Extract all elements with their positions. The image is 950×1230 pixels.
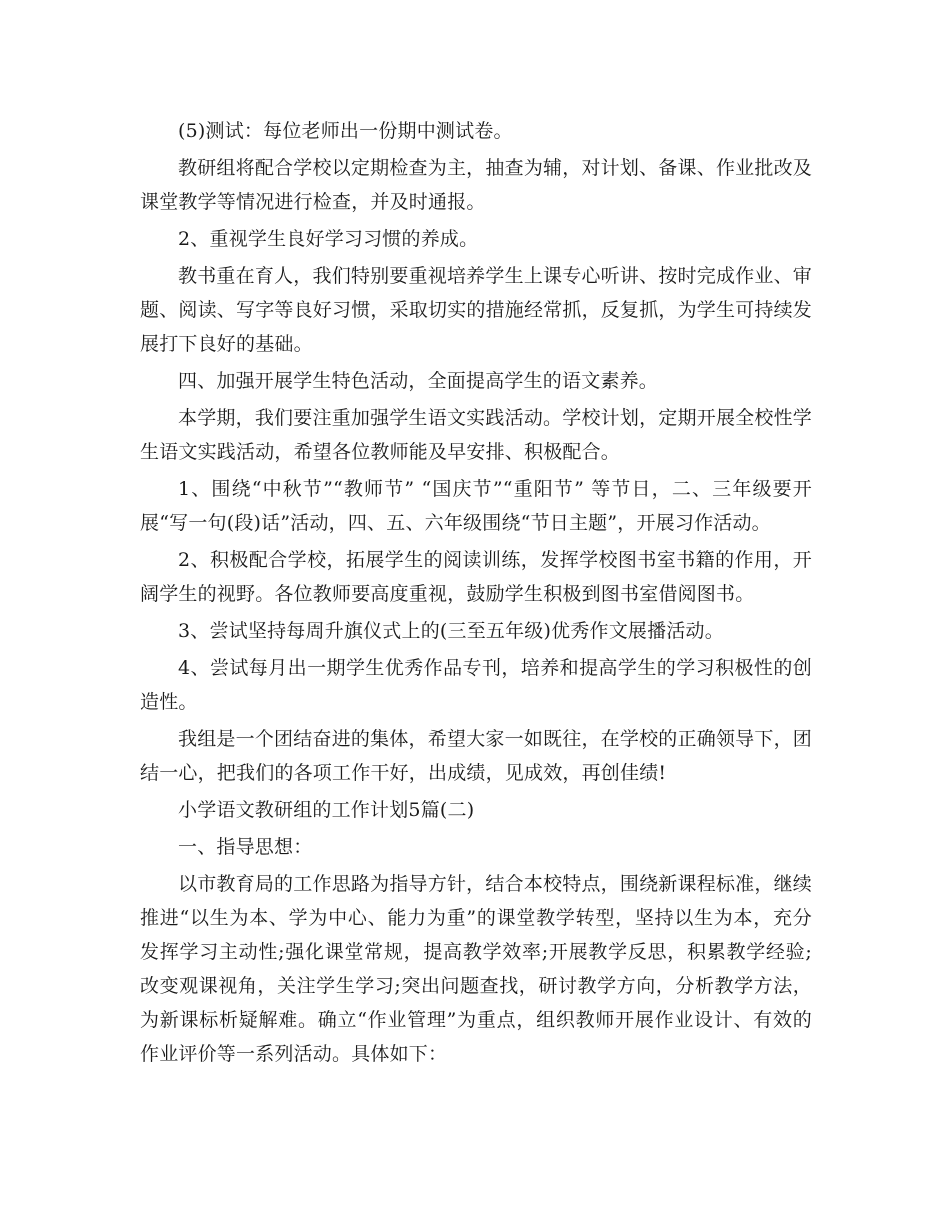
document-subtitle: 小学语文教研组的工作计划5篇(二) <box>178 799 475 821</box>
list-item-festivals: 1、围绕“中秋节”“教师节” “国庆节”“重阳节” 等节日，二、三年级要开展“写一句(段)话”活动，四、五、六年级围绕“节日主题”，开展习作活动。 <box>140 478 812 534</box>
paragraph-guidance-body: 以市教育局的工作思路为指导方针，结合本校特点，围绕新课程标准，继续推进“以生为本、学为中心、能力为重”的课堂教学转型，坚持以生为本，充分发挥学习主动性;强化课堂常规，提高教学效率;开展教学反思，积累教学经验;改变观课视角，关注学生学习;突出问题查找，研讨教学方向，分析教学方法，为新课标析疑解难。确立“作业管理”为重点，组织教师开展作业设计、有效的作业评价等一系列活动。具体如下： <box>140 873 812 1065</box>
paragraph-test: (5)测试：每位老师出一份期中测试卷。 <box>178 120 513 142</box>
list-item-monthly-issue: 4、尝试每月出一期学生优秀作品专刊，培养和提高学生的学习积极性的创造性。 <box>140 657 812 713</box>
list-item-reading: 2、积极配合学校，拓展学生的阅读训练，发挥学校图书室书籍的作用，开阔学生的视野。各位教师要高度重视，鼓励学生积极到图书室借阅图书。 <box>140 549 812 605</box>
paragraph-habits-body: 教书重在育人，我们特别要重视培养学生上课专心听讲、按时完成作业、审题、阅读、写字等良好习惯，采取切实的措施经常抓，反复抓，为学生可持续发展打下良好的基础。 <box>140 265 813 355</box>
list-item-flag-ceremony: 3、尝试坚持每周升旗仪式上的(三至五年级)优秀作文展播活动。 <box>178 620 724 642</box>
paragraph-activities-intro: 本学期，我们要注重加强学生语文实践活动。学校计划，定期开展全校性学生语文实践活动，希望各位教师能及早安排、积极配合。 <box>140 407 812 463</box>
paragraph-habits-heading: 2、重视学生良好学习习惯的养成。 <box>178 228 479 250</box>
document-body <box>140 114 812 1074</box>
section-heading-activities: 四、加强开展学生特色活动，全面提高学生的语文素养。 <box>178 370 659 392</box>
paragraph-inspection: 教研组将配合学校以定期检查为主，抽查为辅，对计划、备课、作业批改及课堂教学等情况进行检查，并及时通报。 <box>140 157 812 213</box>
section-heading-guidance: 一、指导思想： <box>178 836 313 858</box>
paragraph-closing: 我组是一个团结奋进的集体，希望大家一如既往，在学校的正确领导下，团结一心，把我们的各项工作干好，出成绩，见成效，再创佳绩! <box>140 728 812 784</box>
